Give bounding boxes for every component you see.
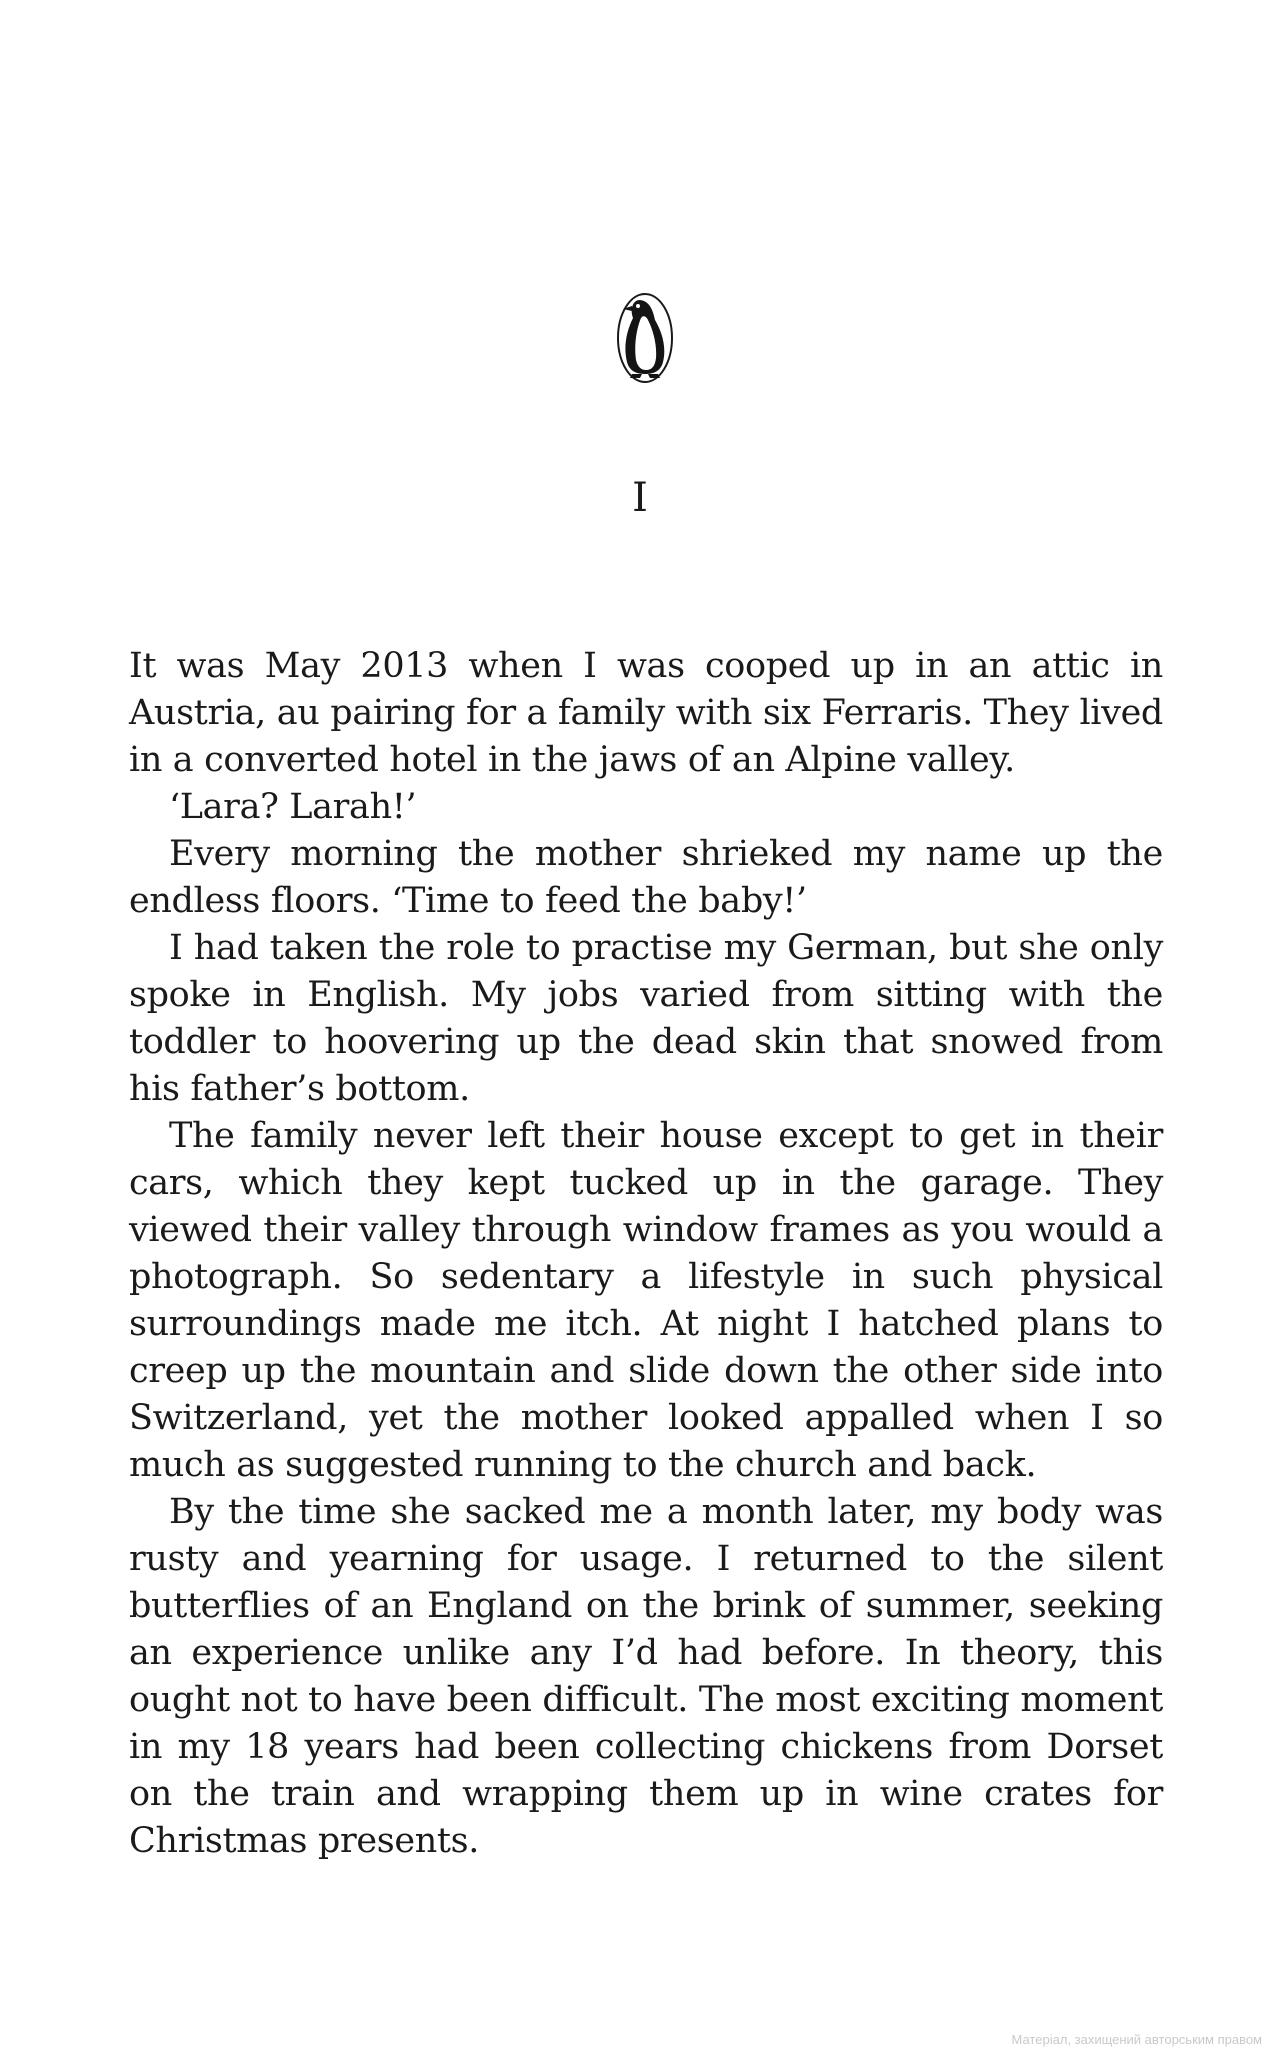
paragraph: I had taken the role to practise my German, but she only spoke in English. My jobs varied from sitting with the toddler to hoovering up the dead skin that snowed from his father’s bottom. — [129, 928, 1163, 1109]
body-text — [129, 643, 1163, 1865]
copyright-watermark: Матеріал, захищений авторським правом — [1011, 2032, 1262, 2047]
paragraph: By the time she sacked me a month later, my body was rusty and yearning for usage. I returned to the silent butterflies of an England on the brink of summer, seeking an experience unlike any I’d had before. In theory, this ought not to have been difficult. The most exciting moment in my 18 years had been collecting chickens from Dorset on the train and wrapping them up in wine crates for Christmas presents. — [129, 1492, 1163, 1861]
paragraph: ‘Lara? Larah!’ — [169, 787, 417, 827]
chapter-number: I — [632, 475, 648, 521]
penguin-logo-icon — [615, 288, 675, 384]
paragraph: Every morning the mother shrieked my name up the endless floors. ‘Time to feed the baby!’ — [129, 834, 1163, 921]
paragraph: The family never left their house except to get in their cars, which they kept tucked up in the garage. They viewed their valley through window frames as you would a photograph. So sedentary a lifestyle in such physical surroundings made me itch. At night I hatched plans to creep up the mountain and slide down the other side into Switzerland, yet the mother looked appalled when I so much as suggested running to the church and back. — [129, 1116, 1163, 1485]
paragraph: It was May 2013 when I was cooped up in an attic in Austria, au pairing for a family with six Ferraris. They lived in a converted hotel in the jaws of an Alpine valley. — [129, 646, 1163, 780]
